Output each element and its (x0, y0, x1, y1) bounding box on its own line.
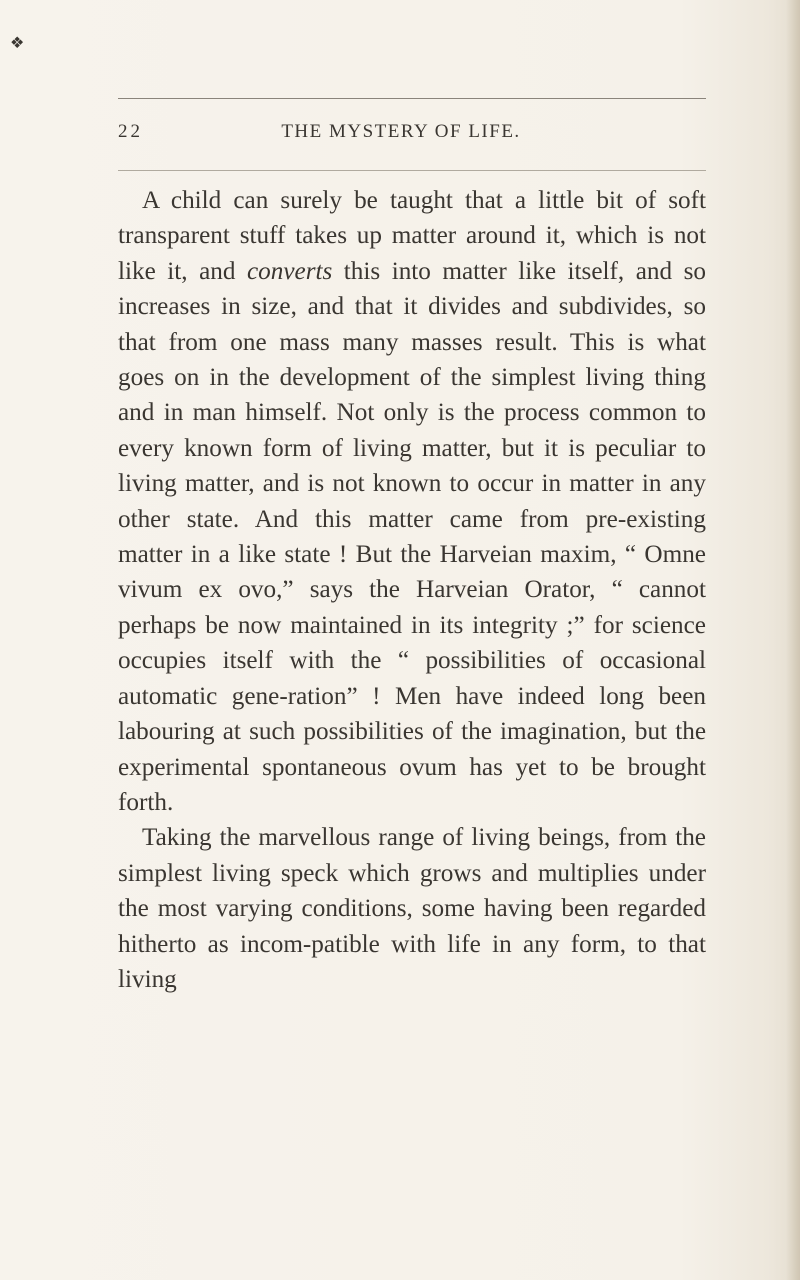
paragraph-2: Taking the marvellous range of living beings, from the simplest living speck which grows and multiplies under the most varying conditions, some having been regarded hitherto as incom-patible with life in any form, to that living (118, 824, 706, 993)
ornament-icon: ❖ (10, 35, 25, 52)
paragraph-1-italic: converts (246, 257, 333, 285)
header-rule-top (118, 98, 706, 99)
paragraph-1-text-b: this into matter like itself, and so increases in size, and that it divides and subdivides, so that from one mass many masses result. This is what goes on in the development of the simplest living thing and in man himself. Not only is the process common to every known form of living matter, but it is peculiar to living matter, and is not known to occur in matter in any other state. And this matter came from pre-existing matter in a like state ! But the Harveian maxim, “ Omne vivum ex ovo,” says the Harveian Orator, “ cannot perhaps be now maintained in its integrity ;” for science occupies itself with the “ possibilities of occasional automatic gene-ration” ! Men have indeed long been labouring at such possibilities of the imagination, but the experimental spontaneous ovum has yet to be brought forth. (118, 257, 706, 816)
header-rule-bottom (118, 170, 706, 171)
paragraph-1-text-a: A child can surely be taught that a little bit of soft transparent stuff takes up matter around it, which is not like it, and (118, 187, 706, 285)
running-header (118, 121, 706, 151)
body-text (118, 183, 706, 997)
page-edge-shadow (786, 0, 800, 1280)
running-title: THE MYSTERY OF LIFE. (281, 121, 521, 142)
paragraph-1 (118, 183, 706, 820)
page-number: 22 (118, 121, 143, 142)
